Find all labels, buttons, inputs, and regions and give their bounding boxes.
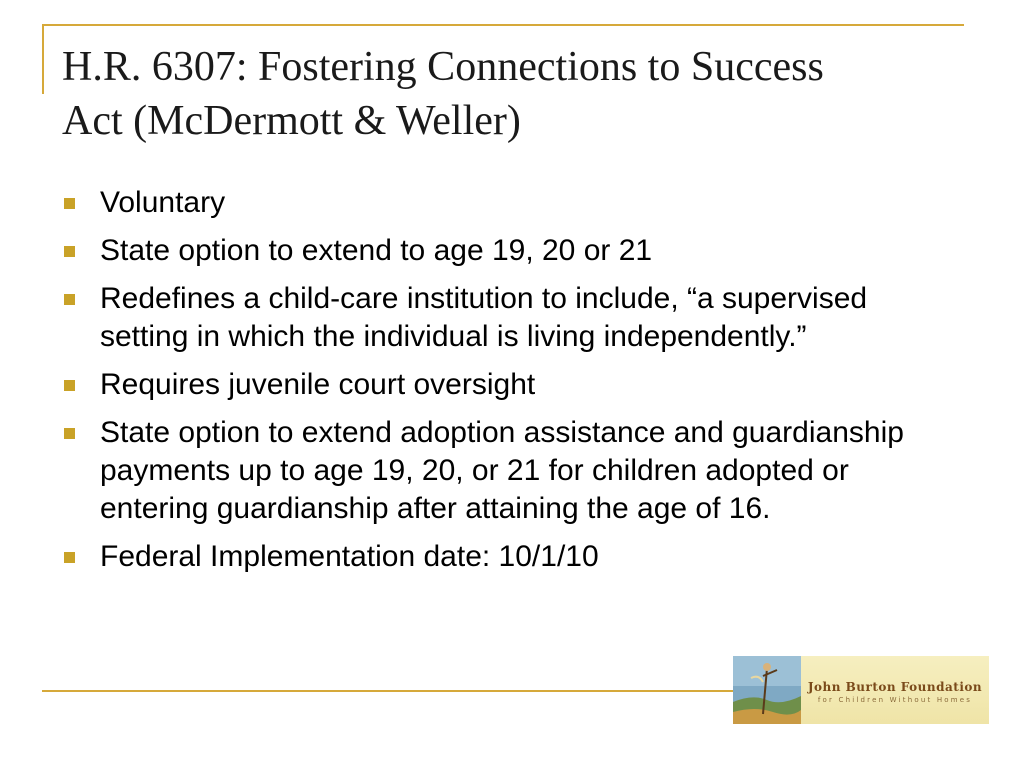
bullet-text: State option to extend adoption assistance and guardianship payments up to age 19, 20, or 21 for children adopted or entering guardianship after attaining the age of 16. <box>100 416 904 525</box>
square-bullet-icon <box>64 198 75 209</box>
bullet-item <box>62 538 942 576</box>
title-line-1: H.R. 6307: Fostering Connections to Success <box>62 44 824 90</box>
logo-artwork-icon <box>733 656 801 724</box>
bullet-text: Voluntary <box>100 186 226 219</box>
bullet-item <box>62 414 942 528</box>
logo-tagline: for Children Without Homes <box>817 696 973 704</box>
square-bullet-icon <box>64 552 75 563</box>
bullet-item <box>62 366 942 404</box>
square-bullet-icon <box>64 294 75 305</box>
left-accent-line <box>42 24 44 94</box>
title-line-2: Act (McDermott & Weller) <box>62 98 521 144</box>
slide-title <box>62 40 962 148</box>
bullet-text: State option to extend to age 19, 20 or 21 <box>100 234 653 267</box>
foundation-logo <box>733 656 989 724</box>
top-divider-line <box>42 24 964 26</box>
logo-name: John Burton Foundation <box>807 680 983 694</box>
bullet-text: Federal Implementation date: 10/1/10 <box>100 540 599 573</box>
square-bullet-icon <box>64 246 75 257</box>
bullet-item <box>62 280 942 356</box>
bullet-list <box>62 184 942 586</box>
bullet-text: Redefines a child-care institution to include, “a supervised setting in which the individual is living independently.” <box>100 282 868 353</box>
bullet-text: Requires juvenile court oversight <box>100 368 536 401</box>
logo-text-block <box>801 676 989 704</box>
bullet-item <box>62 232 942 270</box>
bullet-item <box>62 184 942 222</box>
square-bullet-icon <box>64 380 75 391</box>
square-bullet-icon <box>64 428 75 439</box>
